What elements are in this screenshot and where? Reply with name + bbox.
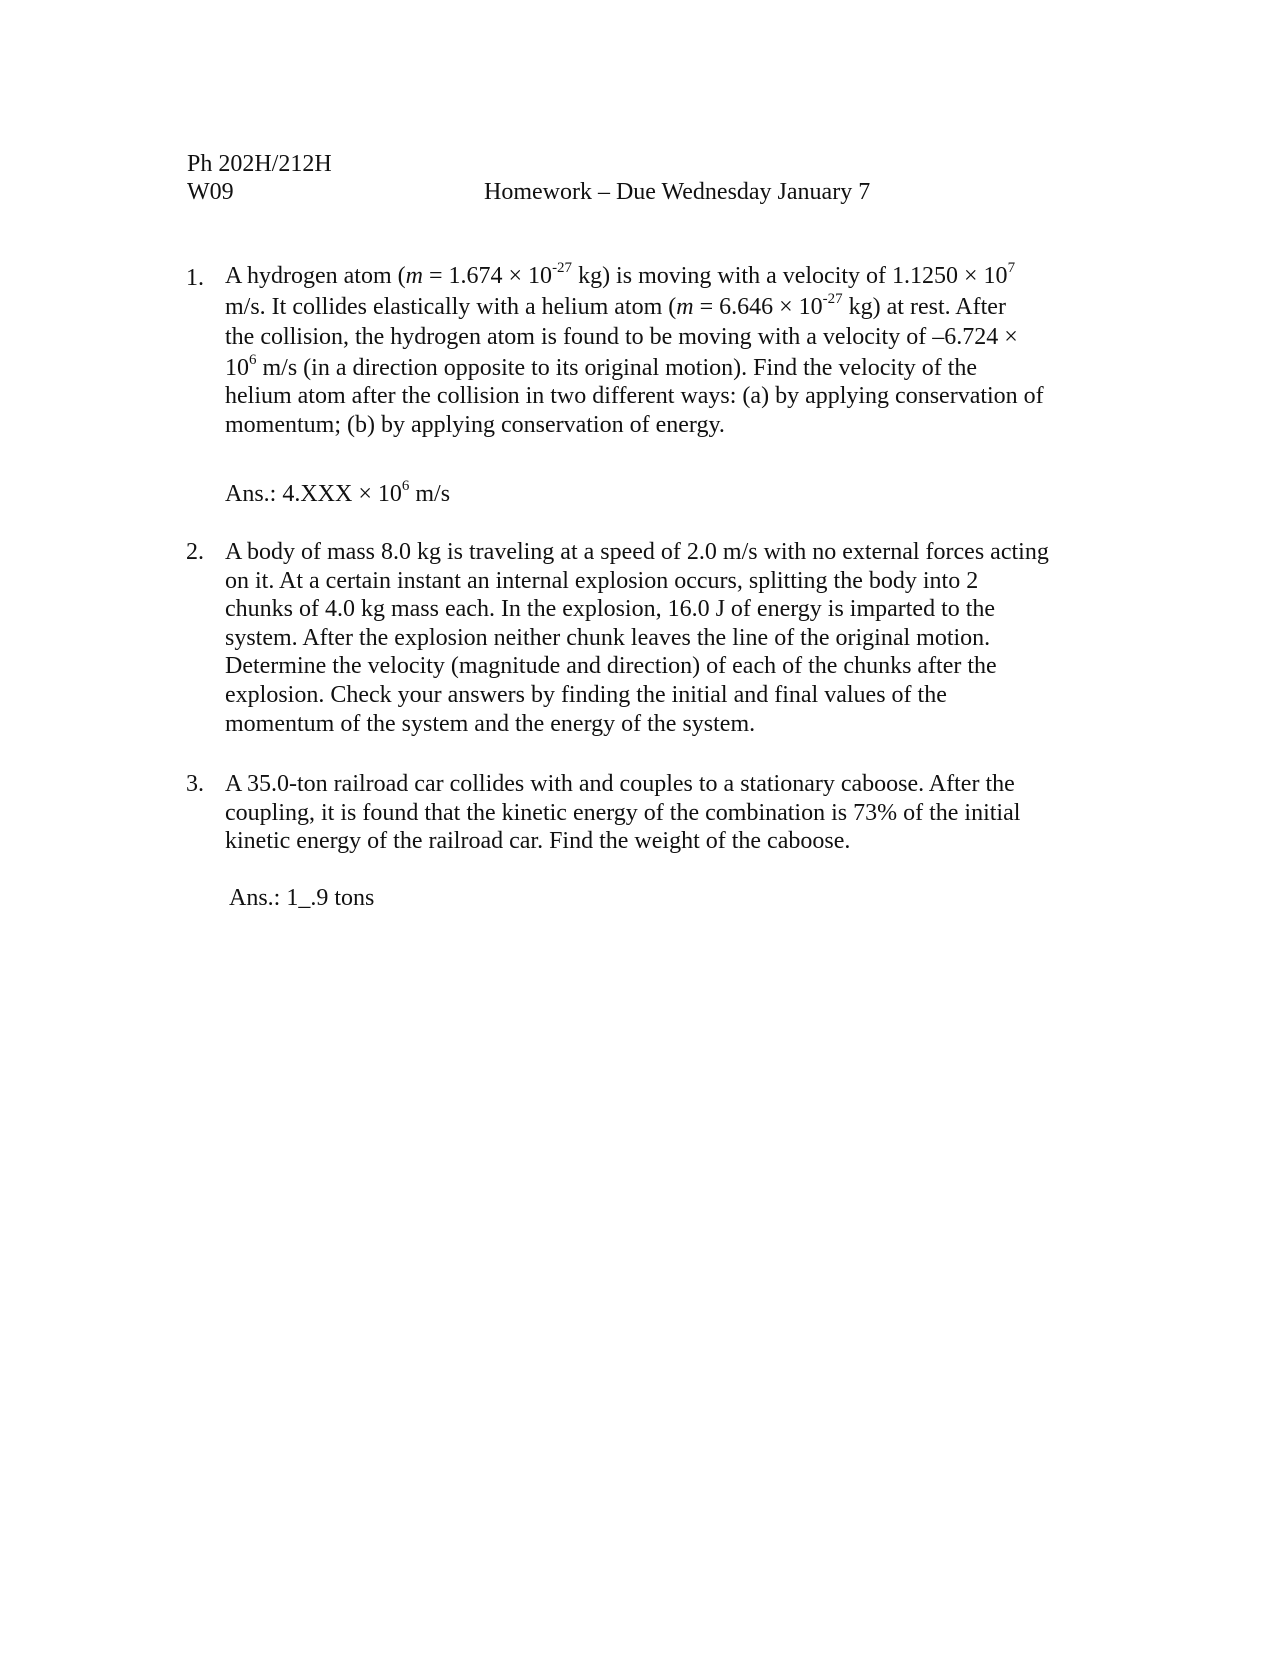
problem-3-row-1: A 35.0-ton railroad car collides with and couples to a stationary caboose. After the: [225, 771, 1015, 797]
problem-3-row-2: coupling, it is found that the kinetic energy of the combination is 73% of the initial: [225, 799, 1021, 826]
problem-2-number: 2.: [186, 539, 204, 565]
problem-2-row-7: momentum of the system and the energy of the system.: [225, 710, 756, 737]
problem-3-answer: Ans.: 1_.9 tons: [229, 885, 375, 911]
problem-1-row-1: A hydrogen atom ($m = 1.674 \times 10^{-27}$ kg) is moving with a velocity of $1.1250 \times 10^7$: [225, 260, 1016, 289]
problem-1-row-5: helium atom after the collision in two different ways: (a) by applying conservation of: [225, 383, 1044, 410]
problem-1-number: 1.: [186, 265, 204, 291]
problem-2-text: [225, 538, 1049, 738]
problem-3-row-3: kinetic energy of the railroad car. Find the weight of the caboose.: [225, 828, 851, 855]
problem-2-row-4: system. After the explosion neither chunk leaves the line of the original motion.: [225, 624, 991, 651]
course-label: Ph 202H/212H: [187, 151, 332, 177]
problem-3-text: [225, 770, 1020, 856]
problem-2-row-2: on it. At a certain instant an internal explosion occurs, splitting the body into 2: [225, 567, 979, 594]
problem-2-row-5: Determine the velocity (magnitude and direction) of each of the chunks after the: [225, 653, 997, 680]
problem-3-number: 3.: [186, 771, 204, 797]
problem-2-row-6: explosion. Check your answers by finding the initial and final values of the: [225, 681, 947, 708]
page-title: Homework – Due Wednesday January 7: [484, 179, 871, 205]
problem-1-answer: Ans.: $4.XXX \times 10^6$ m/s: [225, 478, 451, 507]
problem-2-row-3: chunks of 4.0 kg mass each. In the explosion, 16.0 J of energy is imparted to the: [225, 596, 996, 623]
problem-1-row-3: the collision, the hydrogen atom is found to be moving with a velocity of –6.724 ×: [225, 324, 1018, 351]
term-label: W09: [187, 179, 234, 205]
problem-1-text: [225, 262, 1044, 440]
problem-2-row-1: A body of mass 8.0 kg is traveling at a speed of 2.0 m/s with no external forces acting: [225, 539, 1049, 565]
problem-1-row-4: $10^6$ m/s (in a direction opposite to its original motion). Find the velocity of the: [225, 351, 978, 381]
problem-1-row-2: m/s. It collides elastically with a helium atom ($m = 6.646 \times 10^{-27}$ kg) at rest. After: [225, 290, 1006, 320]
problem-1-row-6: momentum; (b) by applying conservation of energy.: [225, 411, 725, 438]
